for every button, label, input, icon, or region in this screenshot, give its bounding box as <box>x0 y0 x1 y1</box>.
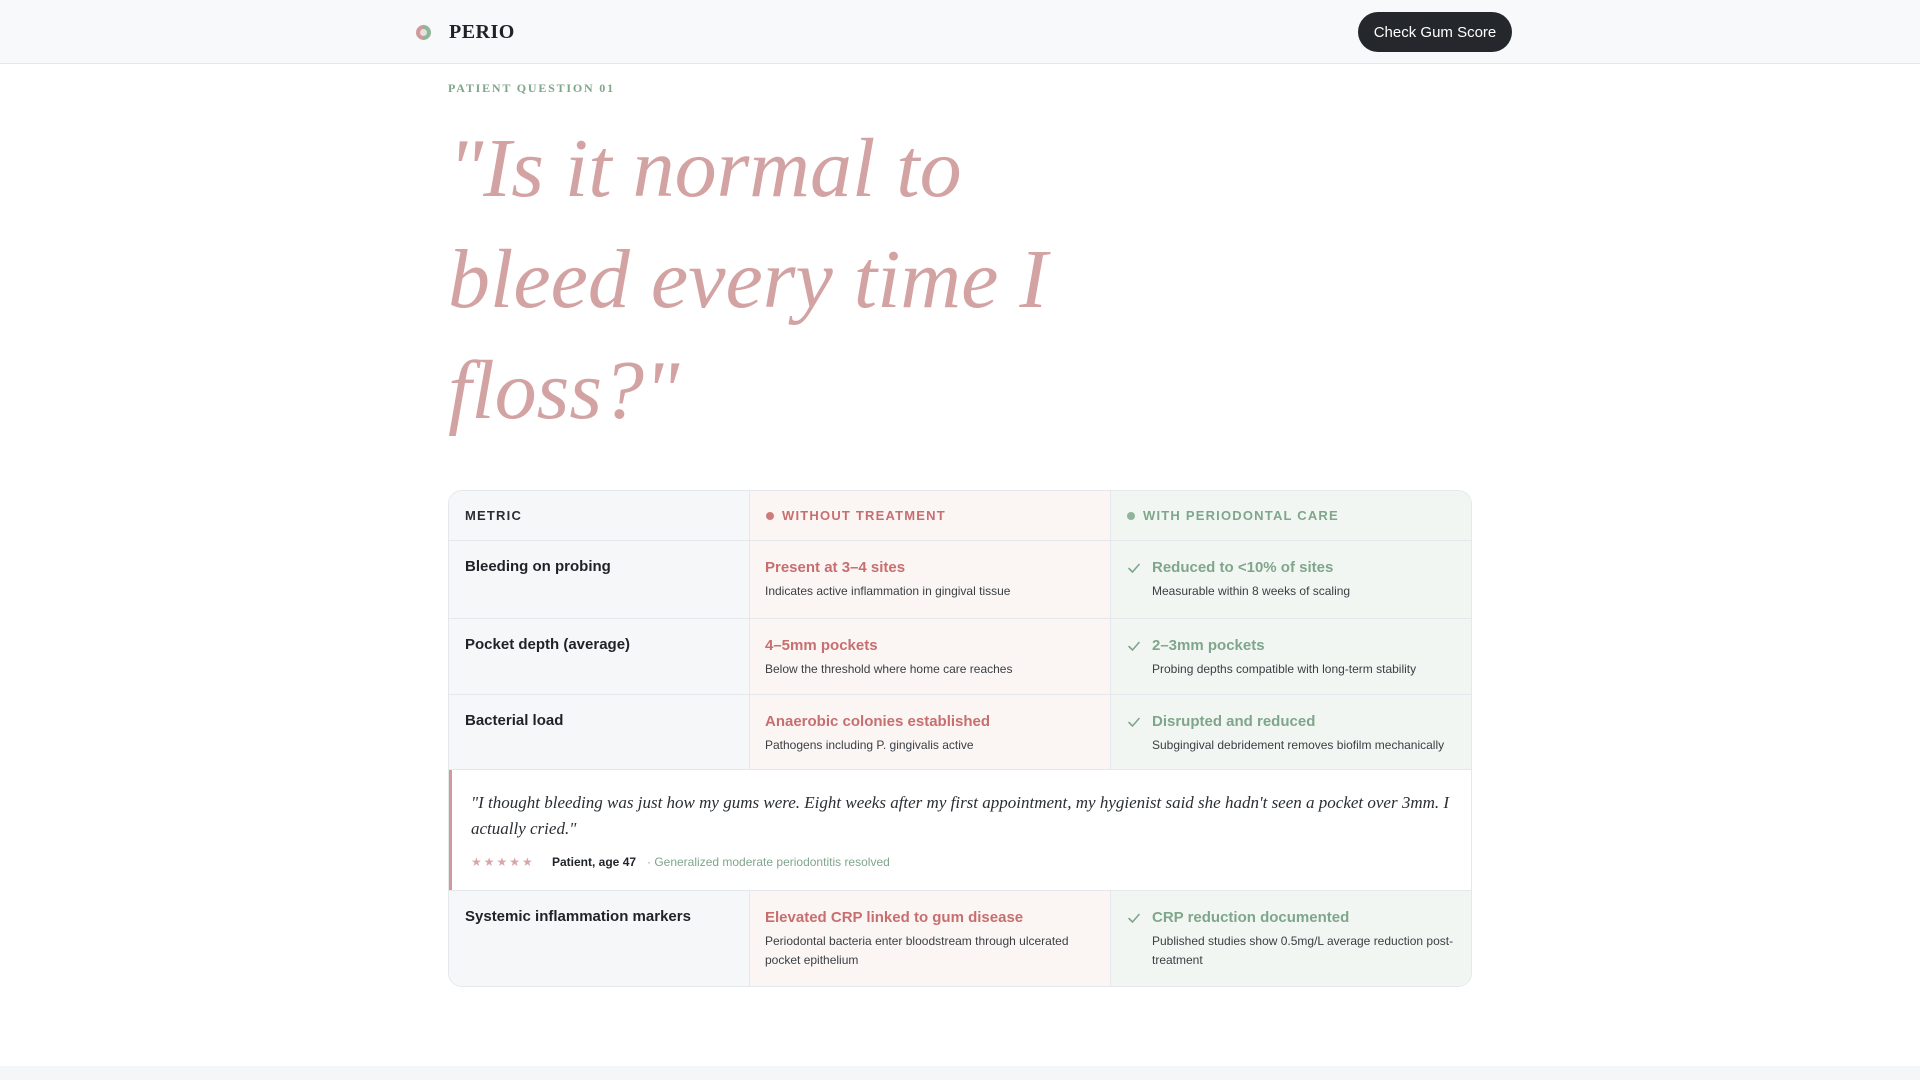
top-nav <box>0 0 1920 64</box>
reviewer-name: Patient, age 47 <box>552 855 637 869</box>
with-description: Subgingival debridement removes biofilm mechanically <box>1152 738 1445 752</box>
column-header-with-care: WITH PERIODONTAL CARE <box>1143 508 1339 523</box>
check-icon <box>1127 715 1141 729</box>
with-value: Reduced to <10% of sites <box>1152 559 1334 576</box>
with-value: Disrupted and reduced <box>1152 713 1316 730</box>
with-value: CRP reduction documented <box>1152 909 1350 926</box>
check-icon <box>1127 561 1141 575</box>
check-icon <box>1127 639 1141 653</box>
without-description: Below the threshold where home care reaches <box>765 662 1013 676</box>
table-row <box>449 541 1471 619</box>
without-description: Periodontal bacteria enter bloodstream through ulcerated pocket epithelium <box>765 934 1069 967</box>
without-description: Indicates active inflammation in gingival tissue <box>765 584 1011 598</box>
page-title: "Is it normal to bleed every time I floss?" <box>448 122 1048 437</box>
testimonial-quote: "I thought bleeding was just how my gums were. Eight weeks after my first appointment, my hygienist said she hadn't seen a pocket over 3mm. I actually cried." <box>471 793 1450 838</box>
column-header-without-treatment: WITHOUT TREATMENT <box>782 508 946 523</box>
metric-label: Pocket depth (average) <box>465 636 631 653</box>
metric-label: Bacterial load <box>465 712 564 729</box>
brand-logo[interactable] <box>416 20 515 44</box>
reviewer-outcome: · Generalized moderate periodontitis resolved <box>647 855 890 869</box>
without-description: Pathogens including P. gingivalis active <box>765 738 974 752</box>
without-value: Elevated CRP linked to gum disease <box>765 909 1024 926</box>
check-icon <box>1127 911 1141 925</box>
table-header <box>449 491 1471 541</box>
metric-label: Bleeding on probing <box>465 558 611 575</box>
metric-label: Systemic inflammation markers <box>465 908 691 925</box>
table-row <box>449 891 1471 986</box>
check-gum-score-button[interactable]: Check Gum Score <box>1358 12 1512 52</box>
brand-name: PERIO <box>449 20 515 43</box>
comparison-table <box>448 490 1472 987</box>
status-dot-icon <box>766 512 774 520</box>
without-value: Anaerobic colonies established <box>765 713 991 730</box>
without-value: 4–5mm pockets <box>765 637 878 654</box>
eyebrow-label: PATIENT QUESTION 01 <box>448 81 615 95</box>
status-dot-icon <box>1127 512 1135 520</box>
with-value: 2–3mm pockets <box>1152 637 1265 654</box>
logo-mark-icon <box>416 25 431 40</box>
quote-accent-bar <box>449 770 452 890</box>
with-description: Measurable within 8 weeks of scaling <box>1152 584 1351 598</box>
testimonial <box>449 770 1471 891</box>
with-description: Published studies show 0.5mg/L average reduction post-treatment <box>1152 934 1454 967</box>
table-row <box>449 619 1471 695</box>
with-description: Probing depths compatible with long-term stability <box>1152 662 1417 676</box>
without-value: Present at 3–4 sites <box>765 559 906 576</box>
star-rating-icon: ★★★★★ <box>471 855 535 869</box>
footer-edge <box>0 1066 1920 1080</box>
column-header-metric: METRIC <box>465 508 523 523</box>
table-row <box>449 695 1471 770</box>
